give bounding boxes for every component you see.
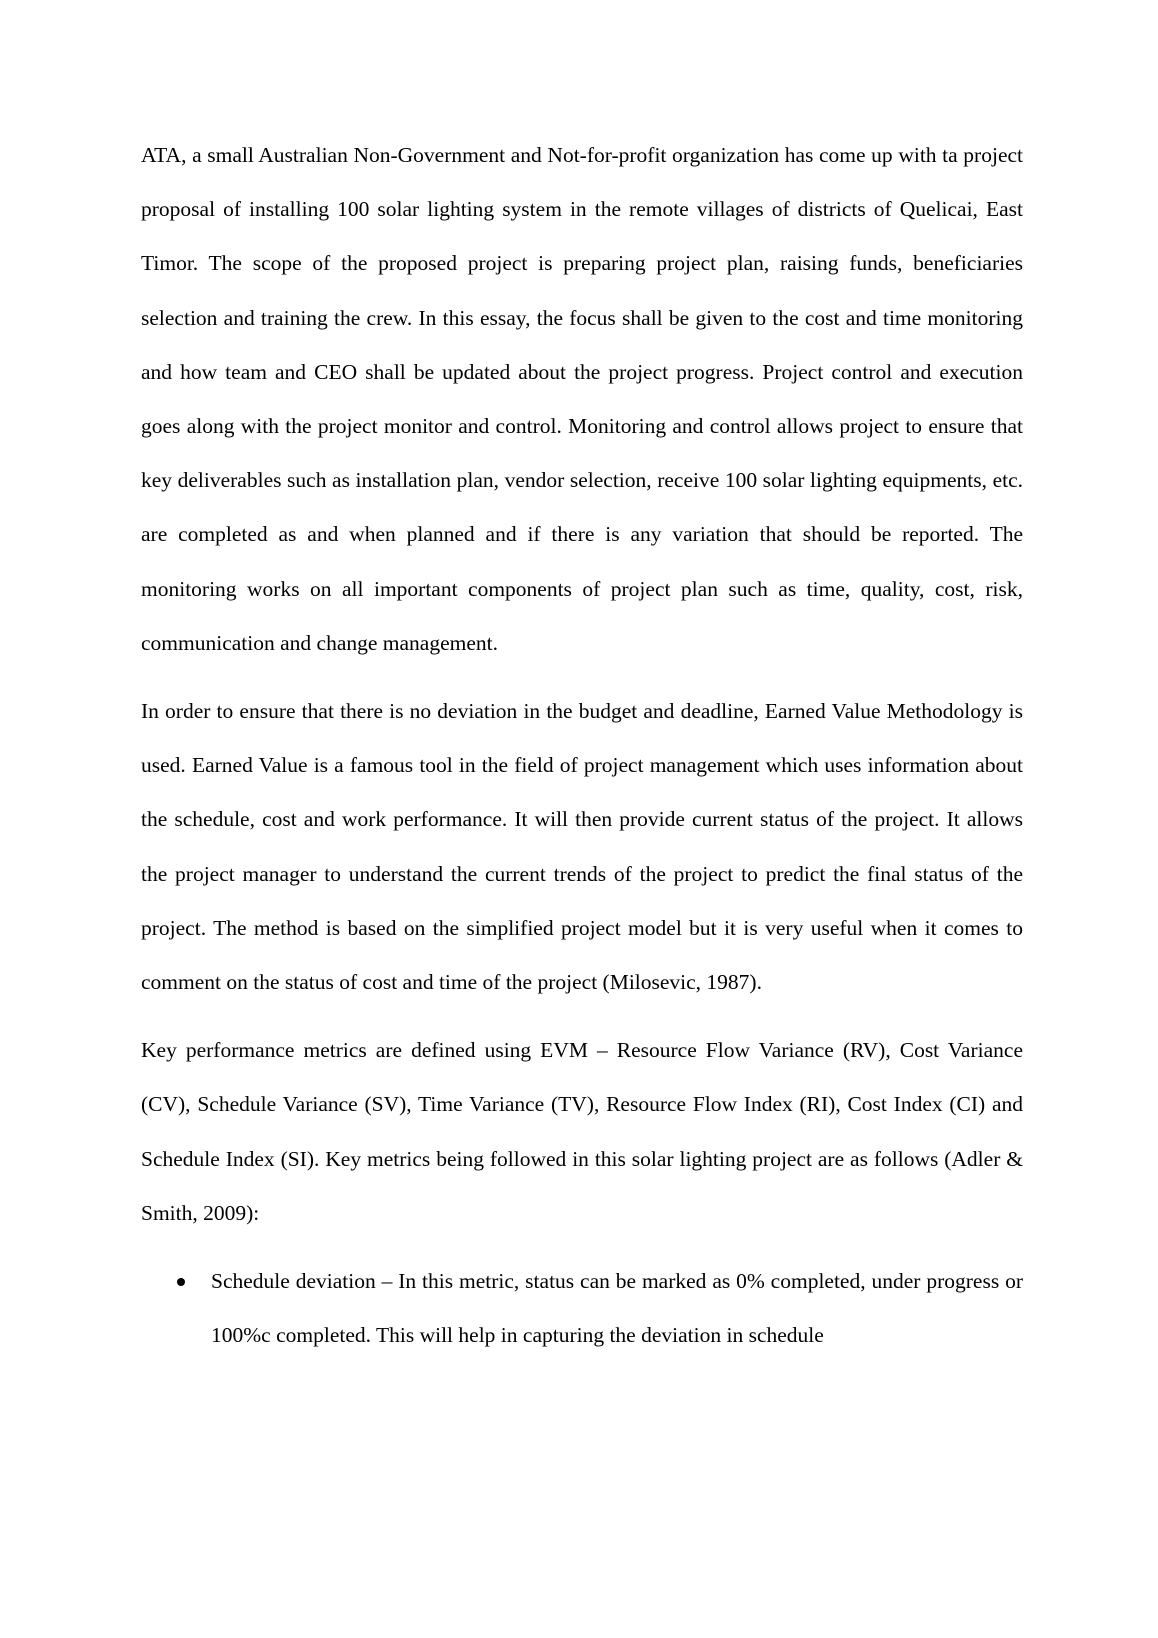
bullet-item-schedule-deviation [141, 1254, 1023, 1362]
paragraph-earned-value: In order to ensure that there is no deviation in the budget and deadline, Earned Value Methodology is used. Earned Value is a famous tool in the field of project management which uses information about the schedule, cost and work performance. It will then provide current status of the project. It allows the project manager to understand the current trends of the project to predict the final status of the project. The method is based on the simplified project model but it is very useful when it comes to comment on the status of cost and time of the project (Milosevic, 1987). [141, 699, 1023, 995]
document-body [141, 128, 1023, 1362]
paragraph-project-overview: ATA, a small Australian Non-Government and Not-for-profit organization has come up with ta project proposal of installing 100 solar lighting system in the remote villages of districts of Quelicai, East Timor. The scope of the proposed project is preparing project plan, raising funds, beneficiaries selection and training the crew. In this essay, the focus shall be given to the cost and time monitoring and how team and CEO shall be updated about the project progress. Project control and execution goes along with the project monitor and control. Monitoring and control allows project to ensure that key deliverables such as installation plan, vendor selection, receive 100 solar lighting equipments, etc. are completed as and when planned and if there is any variation that should be reported. The monitoring works on all important components of project plan such as time, quality, cost, risk, communication and change management. [141, 143, 1023, 655]
bullet-item-text: Schedule deviation – In this metric, status can be marked as 0% completed, under progress or 100%c completed. This will help in capturing the deviation in schedule [211, 1269, 1023, 1348]
metrics-bullet-list [141, 1254, 1023, 1362]
bullet-point-icon [177, 1278, 185, 1286]
paragraph-key-metrics: Key performance metrics are defined using EVM – Resource Flow Variance (RV), Cost Variance (CV), Schedule Variance (SV), Time Variance (TV), Resource Flow Index (RI), Cost Index (CI) and Schedule Index (SI). Key metrics being followed in this solar lighting project are as follows (Adler & Smith, 2009): [141, 1038, 1023, 1225]
